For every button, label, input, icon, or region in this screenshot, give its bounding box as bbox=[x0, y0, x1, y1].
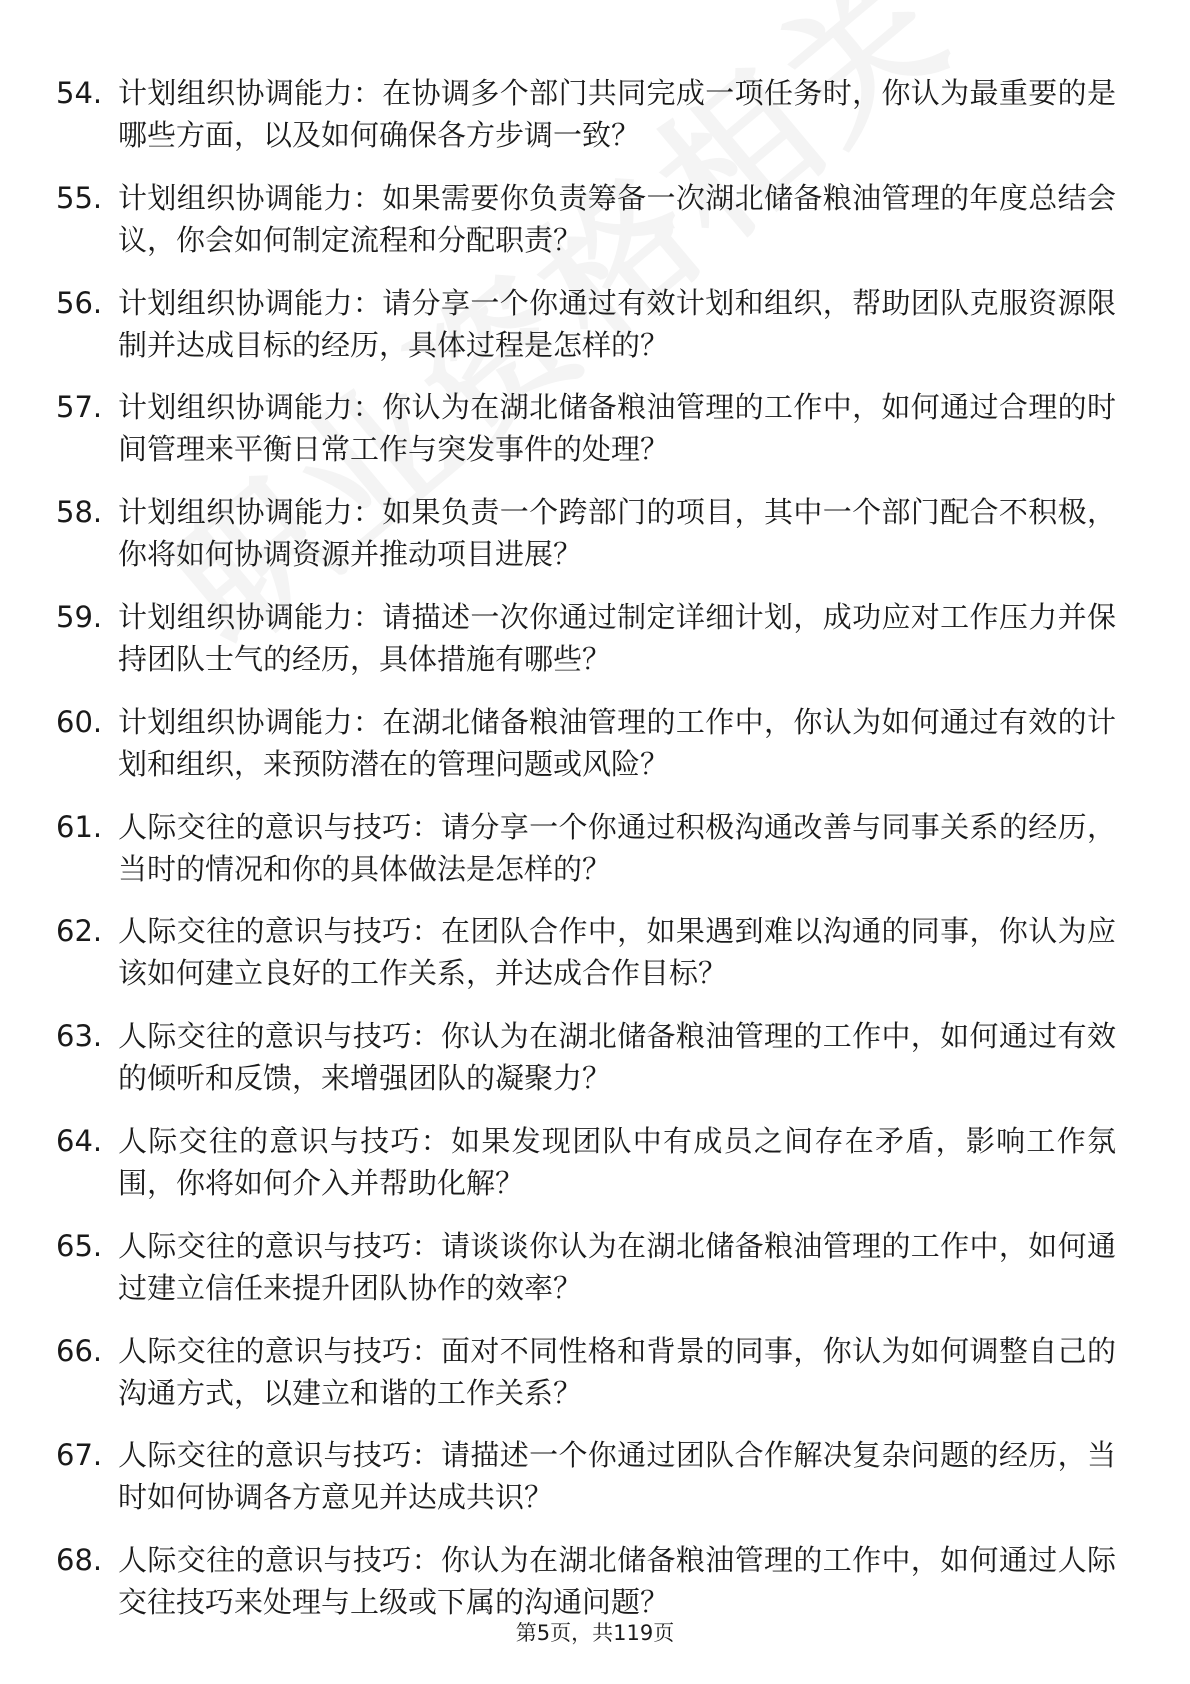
question-item bbox=[56, 806, 1116, 890]
question-number: 57. bbox=[56, 390, 103, 425]
question-number: 63. bbox=[56, 1019, 103, 1054]
question-item bbox=[56, 282, 1116, 366]
question-text: 计划组织协调能力：请分享一个你通过有效计划和组织，帮助团队克服资源限制并达成目标的经历，具体过程是怎样的？ bbox=[118, 285, 1116, 362]
question-text: 人际交往的意识与技巧：请描述一个你通过团队合作解决复杂问题的经历，当时如何协调各方意见并达成共识？ bbox=[118, 1438, 1116, 1515]
question-item bbox=[56, 910, 1116, 994]
question-text: 人际交往的意识与技巧：如果发现团队中有成员之间存在矛盾，影响工作氛围，你将如何介入并帮助化解？ bbox=[118, 1123, 1116, 1200]
question-text: 人际交往的意识与技巧：在团队合作中，如果遇到难以沟通的同事，你认为应该如何建立良好的工作关系，并达成合作目标？ bbox=[118, 914, 1116, 991]
question-list bbox=[56, 72, 1116, 1644]
question-number: 65. bbox=[56, 1228, 103, 1263]
question-text: 计划组织协调能力：如果负责一个跨部门的项目，其中一个部门配合不积极，你将如何协调资源并推动项目进展？ bbox=[118, 495, 1116, 572]
question-item bbox=[56, 1330, 1116, 1414]
question-number: 62. bbox=[56, 914, 103, 949]
question-item bbox=[56, 72, 1116, 156]
question-number: 67. bbox=[56, 1438, 103, 1473]
question-item bbox=[56, 177, 1116, 261]
question-item bbox=[56, 1120, 1116, 1204]
question-text: 计划组织协调能力：如果需要你负责筹备一次湖北储备粮油管理的年度总结会议，你会如何制定流程和分配职责？ bbox=[118, 180, 1116, 257]
question-number: 64. bbox=[56, 1123, 103, 1158]
page-footer bbox=[0, 1617, 1190, 1647]
question-text: 人际交往的意识与技巧：你认为在湖北储备粮油管理的工作中，如何通过有效的倾听和反馈，来增强团队的凝聚力？ bbox=[118, 1019, 1116, 1096]
question-number: 66. bbox=[56, 1333, 103, 1368]
question-number: 60. bbox=[56, 704, 103, 739]
question-number: 68. bbox=[56, 1543, 103, 1578]
question-text: 计划组织协调能力：你认为在湖北储备粮油管理的工作中，如何通过合理的时间管理来平衡日常工作与突发事件的处理？ bbox=[118, 390, 1116, 467]
question-number: 56. bbox=[56, 285, 103, 320]
question-text: 计划组织协调能力：在湖北储备粮油管理的工作中，你认为如何通过有效的计划和组织，来预防潜在的管理问题或风险？ bbox=[118, 704, 1116, 781]
question-number: 59. bbox=[56, 599, 103, 634]
question-item bbox=[56, 701, 1116, 785]
question-text: 计划组织协调能力：请描述一次你通过制定详细计划，成功应对工作压力并保持团队士气的经历，具体措施有哪些？ bbox=[118, 599, 1116, 676]
question-number: 55. bbox=[56, 180, 103, 215]
question-item bbox=[56, 1434, 1116, 1518]
question-item bbox=[56, 1015, 1116, 1099]
question-text: 人际交往的意识与技巧：请分享一个你通过积极沟通改善与同事关系的经历，当时的情况和你的具体做法是怎样的？ bbox=[118, 809, 1116, 886]
question-item bbox=[56, 596, 1116, 680]
question-item bbox=[56, 491, 1116, 575]
question-number: 61. bbox=[56, 809, 103, 844]
question-item bbox=[56, 386, 1116, 470]
question-item bbox=[56, 1539, 1116, 1623]
question-text: 人际交往的意识与技巧：面对不同性格和背景的同事，你认为如何调整自己的沟通方式，以建立和谐的工作关系？ bbox=[118, 1333, 1116, 1410]
question-text: 人际交往的意识与技巧：你认为在湖北储备粮油管理的工作中，如何通过人际交往技巧来处理与上级或下属的沟通问题？ bbox=[118, 1543, 1116, 1620]
question-text: 计划组织协调能力：在协调多个部门共同完成一项任务时，你认为最重要的是哪些方面，以及如何确保各方步调一致？ bbox=[118, 76, 1116, 152]
question-number: 54. bbox=[56, 76, 103, 110]
question-text: 人际交往的意识与技巧：请谈谈你认为在湖北储备粮油管理的工作中，如何通过建立信任来提升团队协作的效率？ bbox=[118, 1228, 1116, 1305]
question-number: 58. bbox=[56, 495, 103, 530]
question-item bbox=[56, 1225, 1116, 1309]
page-number-label: 第5页，共119页 bbox=[515, 1621, 675, 1645]
